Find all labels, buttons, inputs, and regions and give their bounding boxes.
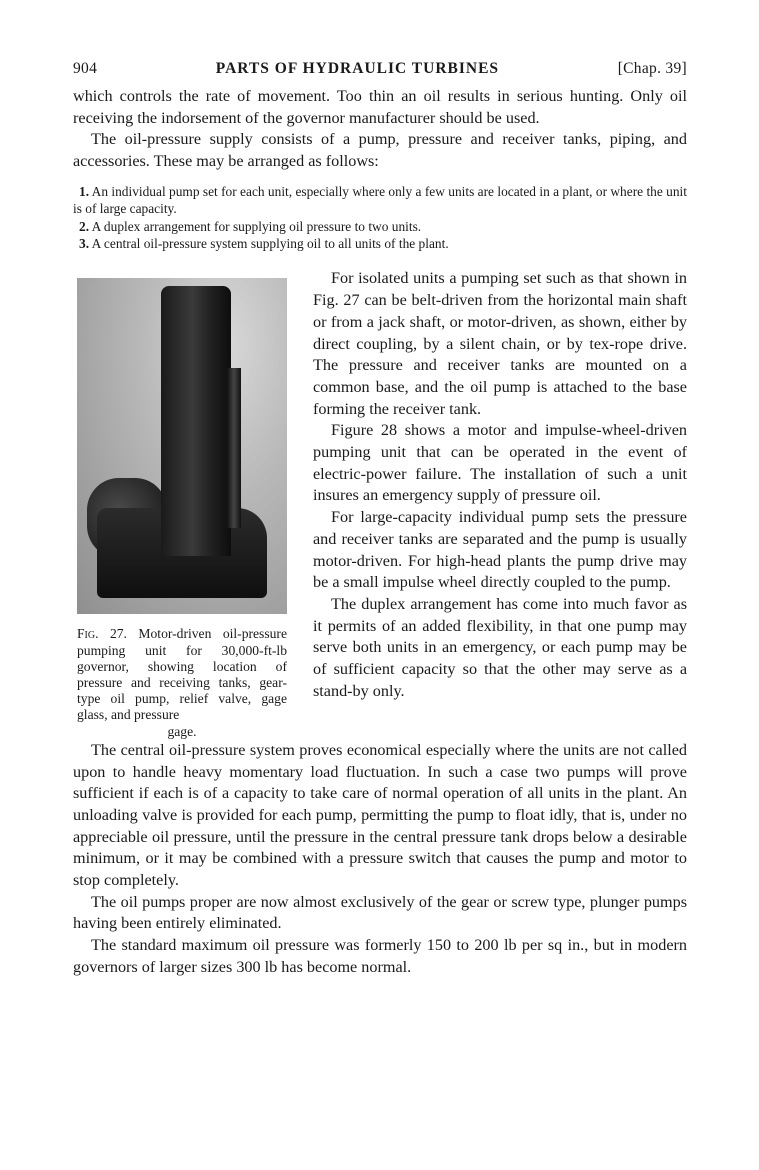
- figure-label: Fig. 27.: [77, 626, 127, 642]
- figure-caption-text: Motor-driven oil-pressure pumping unit for 30,000-ft-lb governor, showing location of pressure and receiving tanks, gear-type oil pump, relief valve, gage glass, and pressure: [77, 626, 287, 723]
- book-page: [73, 60, 687, 979]
- figure-caption-end: gage.: [167, 723, 197, 739]
- paragraph: For isolated units a pumping set such as that shown in Fig. 27 can be belt-driven from the horizontal main shaft or from a jack shaft, or motor-driven, as shown, either by direct coupling, by a silent chain, or by tex-rope drive. The pressure and receiver tanks are mounted on a common base, and the oil pump is attached to the base forming the receiver tank.: [313, 269, 687, 418]
- figure-caption: [73, 626, 287, 739]
- paragraph: The oil pumps proper are now almost exclusively of the gear or screw type, plunger pumps having been entirely eliminated.: [73, 892, 687, 933]
- figure-27: [73, 278, 287, 739]
- list-item: 3. A central oil-pressure system supplying oil to all units of the plant.: [79, 236, 449, 252]
- right-column: [313, 268, 687, 702]
- figure-and-text: [73, 268, 687, 739]
- list-item: 2. A duplex arrangement for supplying oil pressure to two units.: [79, 218, 422, 234]
- pumping-unit-photo: [77, 278, 287, 614]
- chapter-reference: [Chap. 39]: [617, 60, 687, 77]
- paragraph: The oil-pressure supply consists of a pump, pressure and receiver tanks, piping, and accessories. These may be arranged as follows:: [73, 130, 687, 171]
- paragraph: The standard maximum oil pressure was formerly 150 to 200 lb per sq in., but in modern governors of larger sizes 300 lb has become normal.: [73, 936, 687, 976]
- paragraph: Figure 28 shows a motor and impulse-wheel-driven pumping unit that can be operated in the event of electric-power failure. The installation of such a unit insures an emergency supply of pressure oil.: [313, 421, 687, 505]
- arrangement-list: [73, 183, 687, 253]
- paragraph: The central oil-pressure system proves economical especially where the units are not called upon to handle heavy momentary load fluctuation. In such a case two pumps will prove sufficient if each is of a capacity to take care of normal operation of all units in the plant. An unloading valve is provided for each pump, permitting the pump to float idly, that is, under no appreciable oil pressure, until the pressure in the central pressure tank drops below a desirable minimum, or it may be combined with a pressure switch that causes the pump and motor to stop completely.: [73, 740, 687, 890]
- paragraph: which controls the rate of movement. Too thin an oil results in serious hunting. Only oil receiving the indorsement of the governor manufacturer should be used.: [73, 87, 687, 127]
- list-item: 1. An individual pump set for each unit, especially where only a few units are located in a plant, or where the unit is of large capacity.: [73, 183, 687, 217]
- running-title: PARTS OF HYDRAULIC TURBINES: [215, 60, 500, 77]
- running-header: [73, 60, 687, 86]
- paragraph: For large-capacity individual pump sets the pressure and receiver tanks are separated and the pump is usually motor-driven. For high-head plants the pump drive may be a small impulse wheel directly coupled to the pump.: [313, 508, 687, 592]
- paragraph: The duplex arrangement has come into much favor as it permits of an added flexibility, in that one pump may serve both units in an emergency, or each pump may be of sufficient capacity so that the other may serve as a stand-by only.: [313, 594, 687, 700]
- page-number: 904: [73, 60, 98, 77]
